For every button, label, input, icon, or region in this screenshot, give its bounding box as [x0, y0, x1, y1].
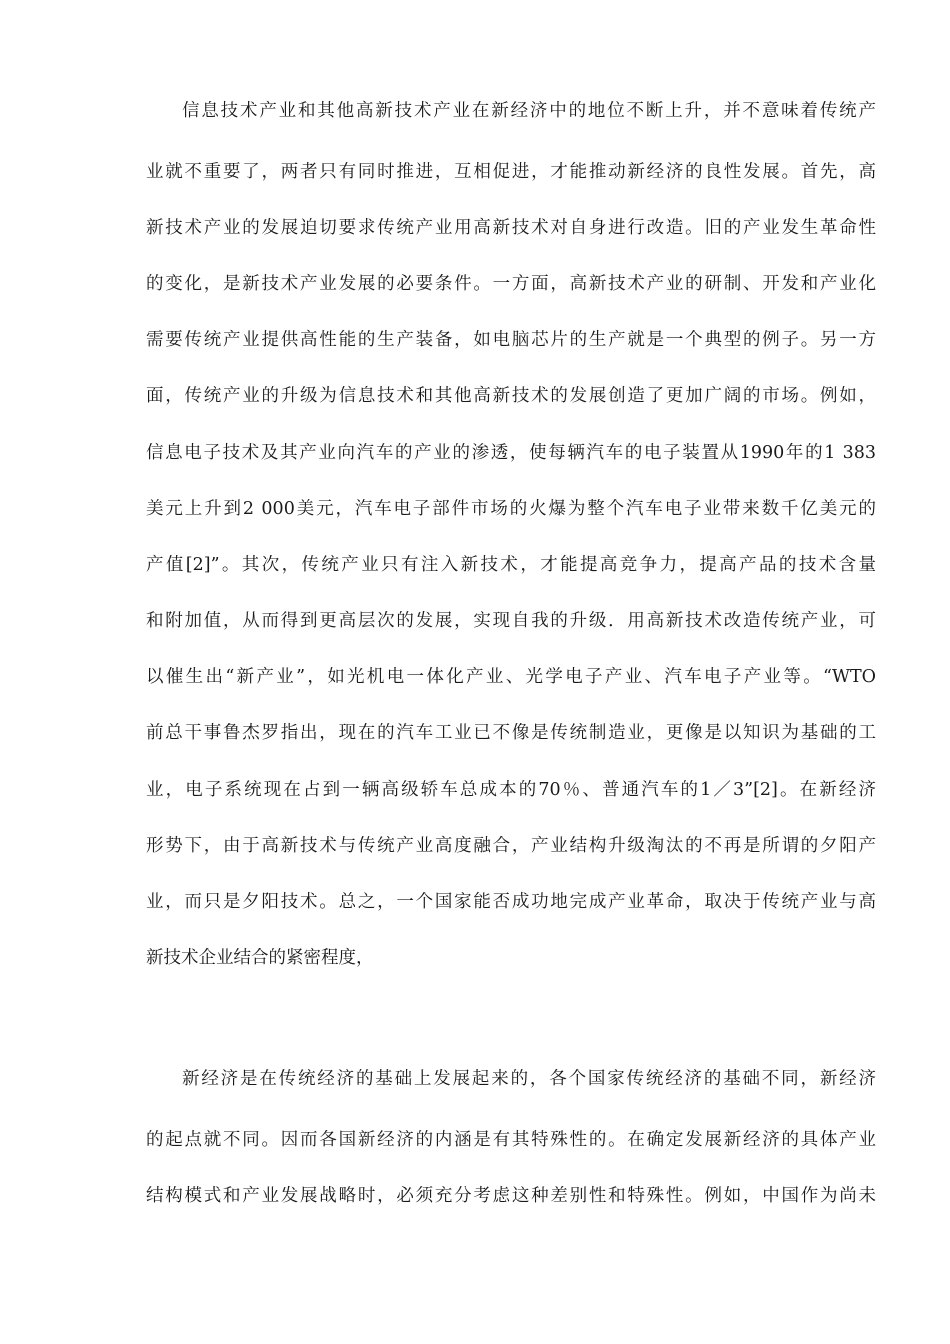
- text-line: 业，电子系统现在占到一辆高级轿车总成本的70％、普通汽车的1／3”[2]。在新经济: [146, 780, 876, 800]
- text-line: 业就不重要了，两者只有同时推进，互相促进，才能推动新经济的良性发展。首先，高: [146, 162, 876, 182]
- text-line: 新技术产业的发展迫切要求传统产业用高新技术对自身进行改造。旧的产业发生革命性: [146, 218, 876, 238]
- text-line: 新技术企业结合的紧密程度，: [146, 948, 374, 968]
- text-line: 面，传统产业的升级为信息技术和其他高新技术的发展创造了更加广阔的市场。例如，: [146, 386, 876, 406]
- text-line: 结构模式和产业发展战略时，必须充分考虑这种差别性和特殊性。例如，中国作为尚未: [146, 1186, 876, 1206]
- text-line: 前总干事鲁杰罗指出，现在的汽车工业已不像是传统制造业，更像是以知识为基础的工: [146, 723, 876, 743]
- text-line: 的起点就不同。因而各国新经济的内涵是有其特殊性的。在确定发展新经济的具体产业: [146, 1130, 876, 1150]
- text-line: 以催生出“新产业”，如光机电一体化产业、光学电子产业、汽车电子产业等。“WTO: [146, 667, 876, 687]
- text-line: 新经济是在传统经济的基础上发展起来的，各个国家传统经济的基础不同，新经济: [182, 1069, 876, 1089]
- text-line: 业，而只是夕阳技术。总之，一个国家能否成功地完成产业革命，取决于传统产业与高: [146, 892, 876, 912]
- text-line: 形势下，由于高新技术与传统产业高度融合，产业结构升级淘汰的不再是所谓的夕阳产: [146, 836, 876, 856]
- text-line: 和附加值，从而得到更高层次的发展，实现自我的升级．用高新技术改造传统产业，可: [146, 611, 876, 631]
- text-line: 需要传统产业提供高性能的生产装备，如电脑芯片的生产就是一个典型的例子。另一方: [146, 330, 876, 350]
- text-line: 信息技术产业和其他高新技术产业在新经济中的地位不断上升，并不意味着传统产: [182, 101, 876, 121]
- text-line: 美元上升到2 000美元，汽车电子部件市场的火爆为整个汽车电子业带来数千亿美元的: [146, 499, 876, 519]
- text-line: 产值[2]”。其次，传统产业只有注入新技术，才能提高竞争力，提高产品的技术含量: [146, 555, 876, 575]
- text-line: 信息电子技术及其产业向汽车的产业的渗透，使每辆汽车的电子装置从1990年的1 383: [146, 443, 876, 463]
- text-line: 的变化，是新技术产业发展的必要条件。一方面，高新技术产业的研制、开发和产业化: [146, 274, 876, 294]
